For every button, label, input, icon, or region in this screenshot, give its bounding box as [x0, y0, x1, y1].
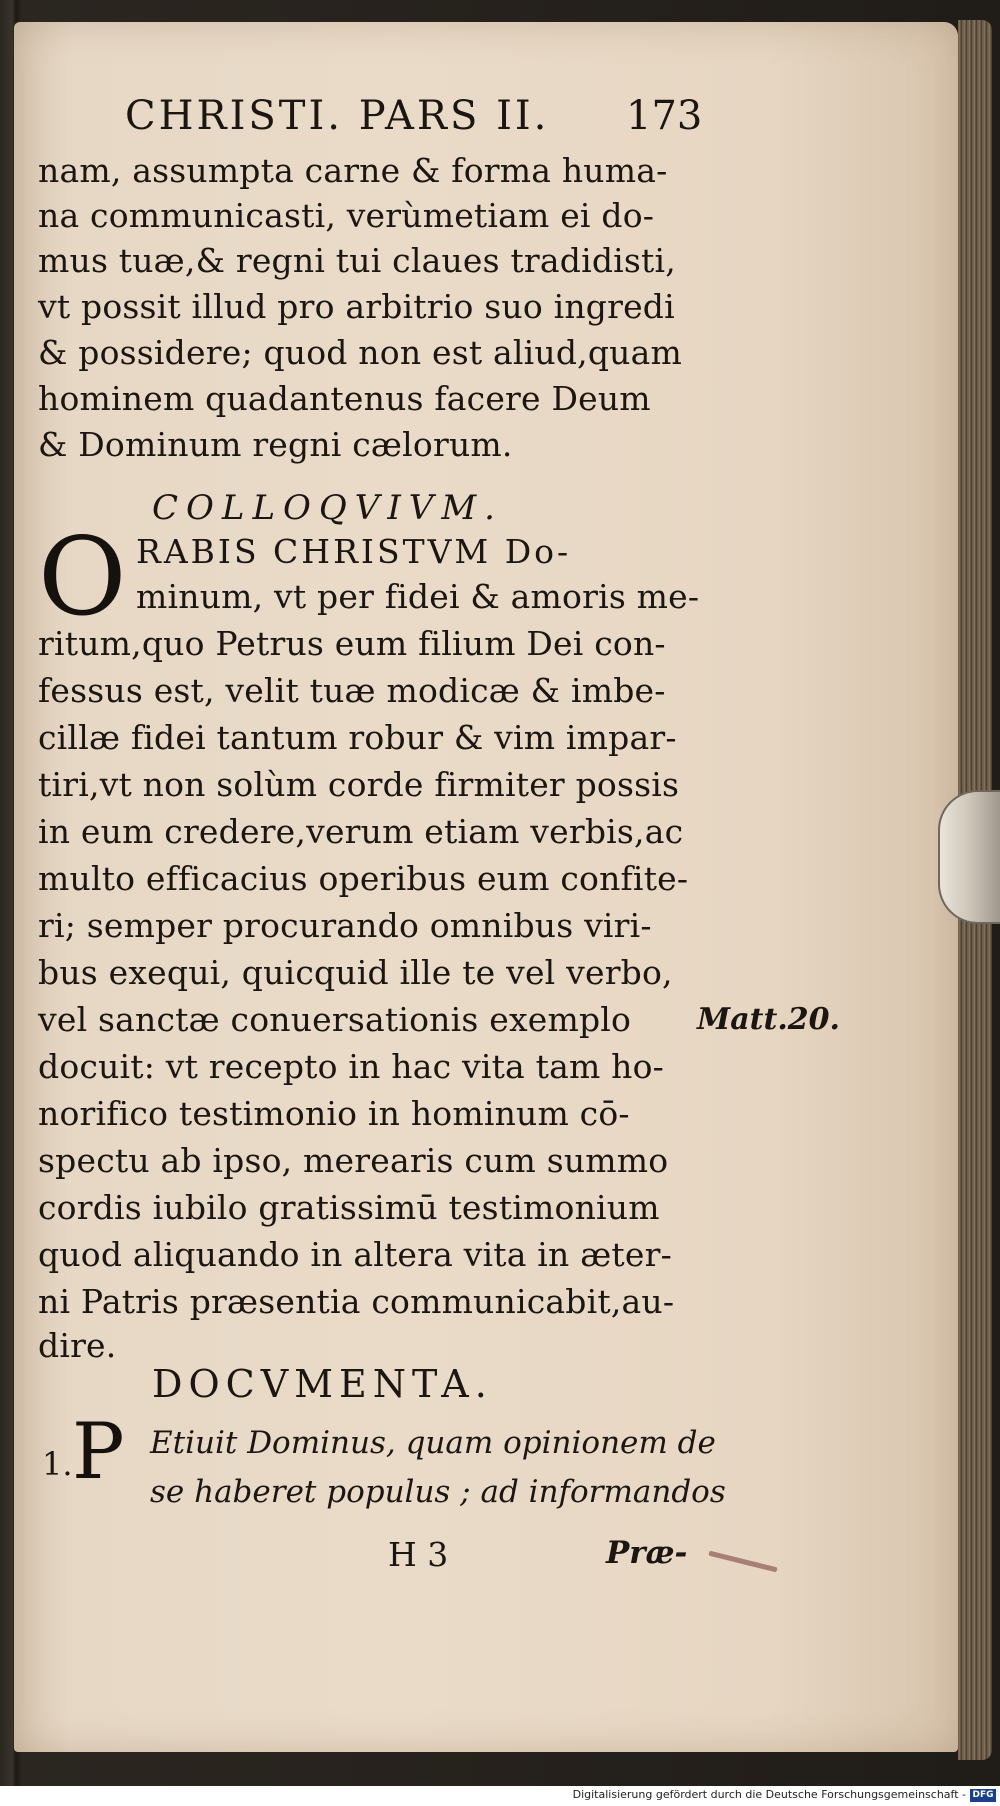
colloquium-line: in eum credere,verum etiam verbis,ac	[38, 812, 684, 851]
colloquium-heading: COLLOQVIVM.	[152, 488, 503, 528]
margin-note: Matt.20.	[697, 1002, 840, 1037]
colloquium-line: ritum,quo Petrus eum filium Dei con-	[38, 624, 666, 663]
body-line: mus tuæ,& regni tui claues tradidisti,	[38, 241, 676, 280]
digitization-footer	[0, 1786, 1000, 1806]
running-header	[125, 93, 703, 139]
documenta-item-number: 1.	[42, 1445, 73, 1483]
colloquium-line: fessus est, velit tuæ modicæ & imbe-	[38, 671, 666, 710]
body-line: vt possit illud pro arbitrio suo ingredi	[38, 287, 675, 326]
footer-credit: Digitalisierung gefördert durch die Deutsche Forschungsgemeinschaft -	[572, 1788, 966, 1801]
book-clasp	[938, 790, 1000, 924]
body-line: nam, assumpta carne & forma huma-	[38, 151, 668, 190]
body-line: hominem quadantenus facere Deum	[38, 379, 651, 418]
colloquium-line: tiri,vt non solùm corde firmiter possis	[38, 765, 680, 804]
colloquium-first-line: RABIS CHRISTVM Do-	[136, 532, 572, 571]
colloquium-line: cillæ fidei tantum robur & vim impar-	[38, 718, 677, 757]
running-title: CHRISTI. PARS II.	[125, 93, 550, 139]
page-number: 173	[626, 93, 703, 139]
documenta-drop-cap: P	[72, 1407, 125, 1497]
colloquium-line: dire.	[38, 1326, 117, 1365]
documenta-line: se haberet populus ; ad informandos	[150, 1474, 726, 1510]
documenta-heading: DOCVMENTA.	[152, 1362, 493, 1406]
colloquium-line: quod aliquando in altera vita in æter-	[38, 1235, 672, 1274]
catchword: Præ-	[606, 1535, 688, 1571]
colloquium-line: vel sanctæ conuersationis exemplo	[38, 1000, 632, 1039]
colloquium-line: docuit: vt recepto in hac vita tam ho-	[38, 1047, 665, 1086]
colloquium-line: cordis iubilo gratissimū testimonium	[38, 1188, 660, 1227]
colloquium-first-line: minum, vt per fidei & amoris me-	[136, 577, 700, 616]
dfg-logo-icon: DFG	[970, 1789, 996, 1802]
body-line: & Dominum regni cælorum.	[38, 425, 513, 464]
body-line: & possidere; quod non est aliud,quam	[38, 333, 682, 372]
colloquium-drop-cap: O	[38, 515, 127, 640]
colloquium-line: multo efficacius operibus eum confite-	[38, 859, 689, 898]
signature-mark: H 3	[388, 1535, 449, 1574]
colloquium-line: ni Patris præsentia communicabit,au-	[38, 1282, 675, 1321]
colloquium-line: ri; semper procurando omnibus viri-	[38, 906, 652, 945]
colloquium-line: bus exequi, quicquid ille te vel verbo,	[38, 953, 673, 992]
documenta-line: Etiuit Dominus, quam opinionem de	[150, 1425, 716, 1461]
colloquium-line: norifico testimonio in hominum cō-	[38, 1094, 630, 1133]
colloquium-line: spectu ab ipso, merearis cum summo	[38, 1141, 669, 1180]
body-line: na communicasti, verùmetiam ei do-	[38, 196, 655, 235]
